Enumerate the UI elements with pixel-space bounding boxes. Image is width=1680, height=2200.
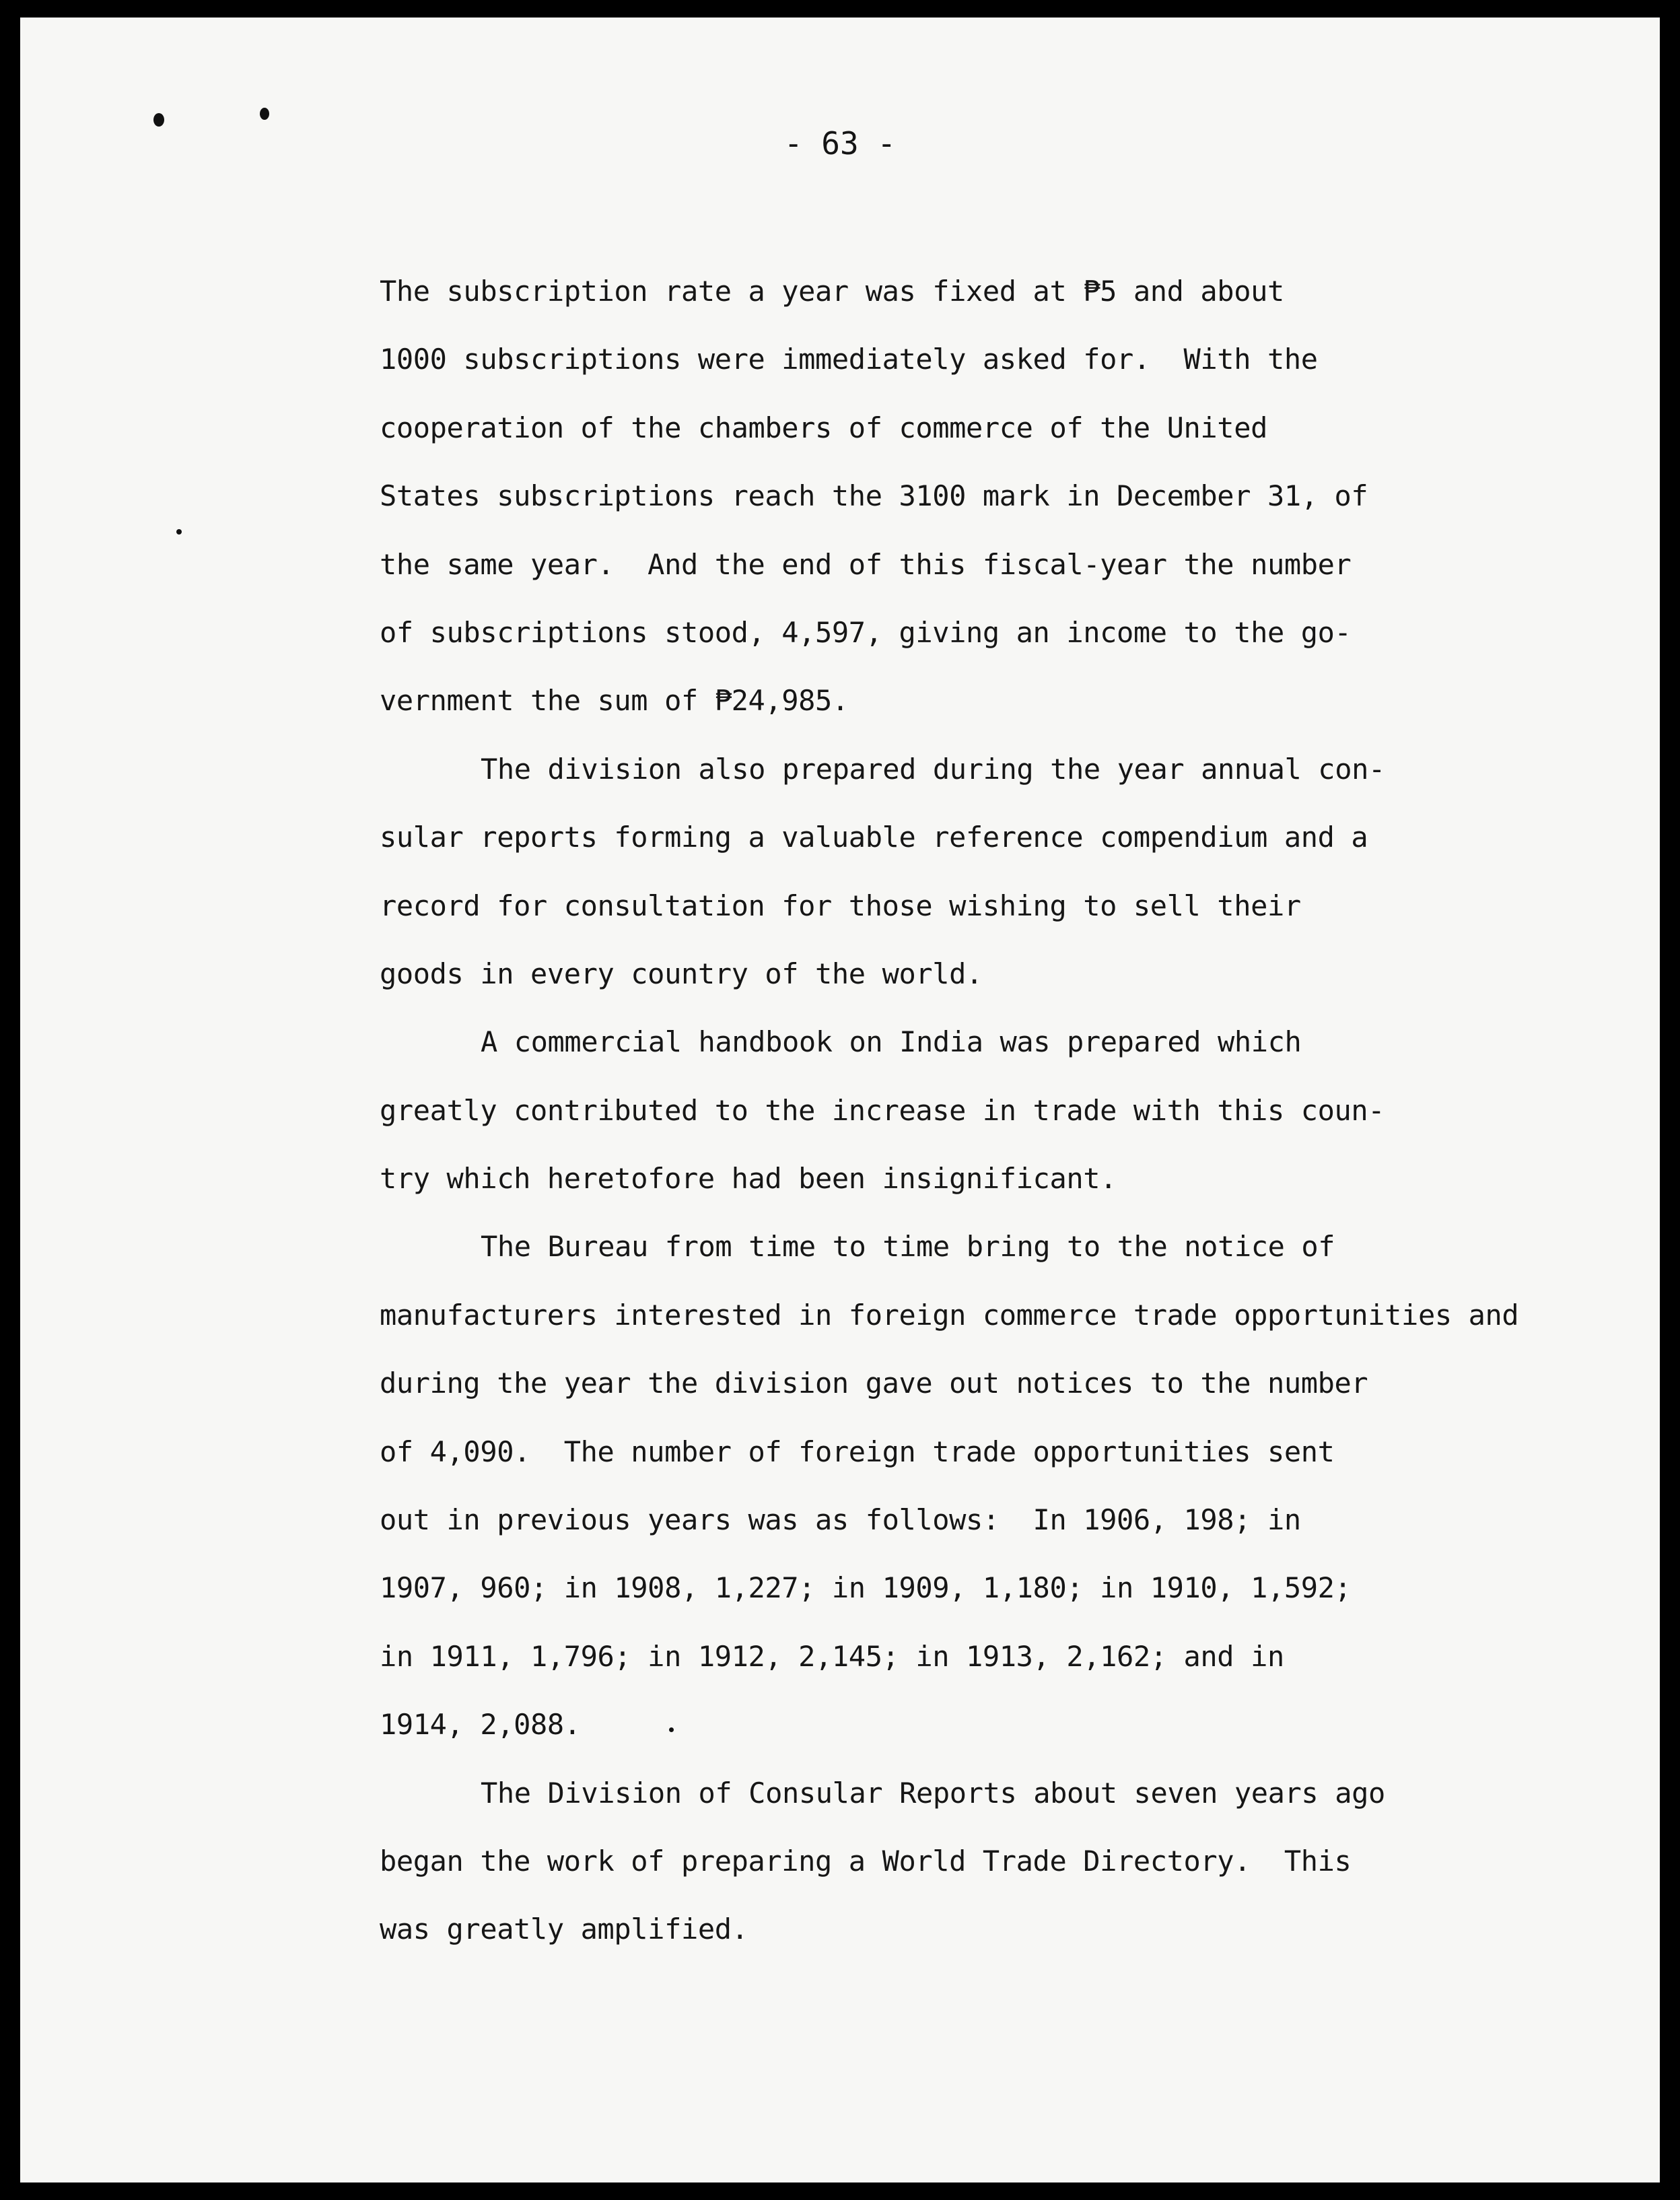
text-line: during the year the division gave out notices to the number [380,1367,1368,1400]
text-line: manufacturers interested in foreign commerce trade opportunities and [380,1298,1519,1332]
text-line: out in previous years was as follows: In 1906, 198; in [380,1503,1301,1537]
text-line: The Bureau from time to time bring to the notice of [481,1230,1335,1264]
text-line: The division also prepared during the year annual con- [481,752,1385,786]
text-line: greatly contributed to the increase in trade with this coun- [380,1093,1385,1127]
text-line: in 1911, 1,796; in 1912, 2,145; in 1913, 2,162; and in [380,1639,1284,1673]
body-text [380,257,1645,1964]
ink-speck [176,529,182,535]
text-line: 1914, 2,088. [380,1708,581,1742]
text-line: 1000 subscriptions were immediately asked for. With the [380,343,1318,376]
ink-speck [153,113,164,127]
text-line: A commercial handbook on India was prepared which [481,1025,1302,1059]
text-line: was greatly amplified. [380,1913,748,1946]
text-line: began the work of preparing a World Trade Directory. This [380,1844,1352,1878]
page-number: - 63 - [783,125,897,162]
text-line: vernment the sum of ₱24,985. [380,684,849,718]
text-line: The Division of Consular Reports about seven years ago [481,1776,1385,1810]
text-line: goods in every country of the world. [380,957,983,990]
text-line: 1907, 960; in 1908, 1,227; in 1909, 1,180; in 1910, 1,592; [380,1571,1352,1605]
text-line: of 4,090. The number of foreign trade opportunities sent [380,1435,1335,1468]
text-line: record for consultation for those wishing to sell their [380,889,1301,922]
text-line: sular reports forming a valuable reference compendium and a [380,821,1368,854]
text-line: try which heretofore had been insignificant. [380,1162,1117,1196]
text-line: The subscription rate a year was fixed at ₱5 and about [380,275,1284,308]
text-line: the same year. And the end of this fiscal-year the number [380,547,1352,581]
text-line: cooperation of the chambers of commerce of the United [380,411,1267,444]
ink-speck [260,108,269,120]
text-line: of subscriptions stood, 4,597, giving an income to the go- [380,615,1352,649]
document-page [20,18,1660,2182]
text-line: States subscriptions reach the 3100 mark in December 31, of [380,479,1368,513]
